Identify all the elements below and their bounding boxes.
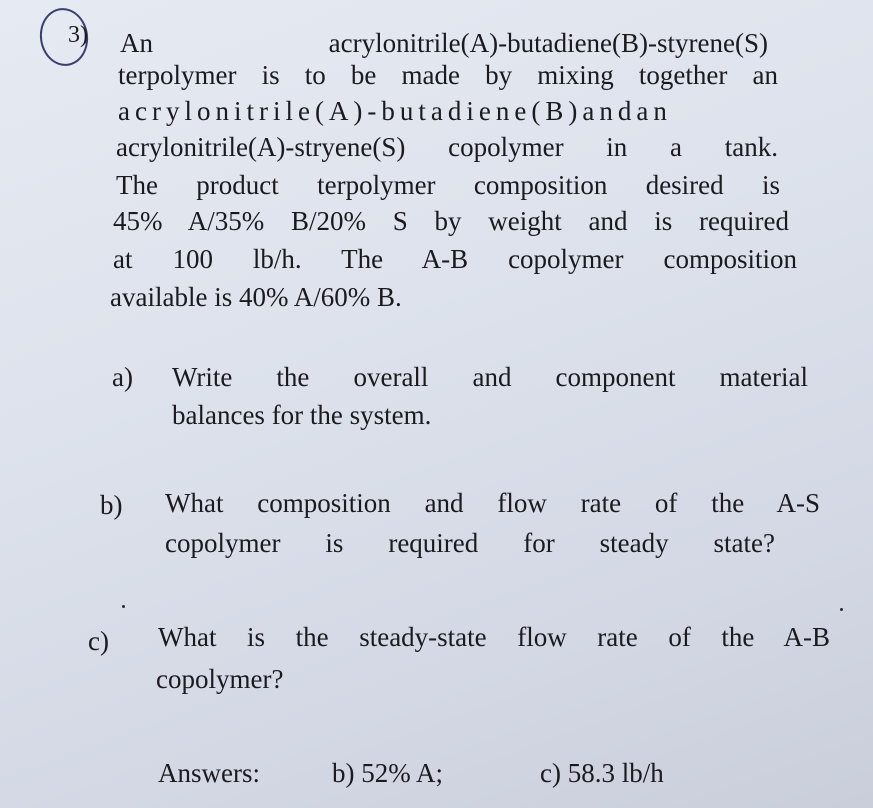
answers-label: Answers: [158, 758, 260, 788]
stray-mark [840, 608, 843, 611]
problem-line-2: terpolymer is to be made by mixing together an [118, 60, 778, 90]
part-a-label: a) [112, 362, 133, 392]
stray-mark [122, 605, 125, 608]
answer-c: c) 58.3 lb/h [540, 758, 664, 788]
problem-line-5: The product terpolymer composition desired is [116, 170, 780, 200]
part-c-line-1: What is the steady-state flow rate of the A-B [158, 622, 830, 652]
problem-number: 3) [68, 22, 88, 48]
answer-b: b) 52% A; [332, 758, 443, 788]
part-a-line-2: balances for the system. [172, 400, 432, 430]
part-b-line-2: copolymer is required for steady state? [165, 528, 775, 558]
problem-line-6: 45% A/35% B/20% S by weight and is required [113, 206, 789, 236]
problem-line-8: available is 40% A/60% B. [110, 282, 402, 312]
part-a-line-1: Write the overall and component material [172, 362, 808, 392]
part-c-line-2: copolymer? [156, 664, 284, 694]
part-b-label: b) [100, 490, 123, 520]
problem-line-1: An acrylonitrile(A)-butadiene(B)-styrene(S) [120, 28, 768, 58]
problem-line-7: at 100 lb/h. The A-B copolymer composition [113, 244, 797, 274]
part-c-label: c) [88, 626, 109, 656]
problem-line-3: acrylonitrile(A)-butadiene(B)andan [118, 96, 672, 126]
problem-line-4: acrylonitrile(A)-stryene(S) copolymer in a tank. [116, 132, 778, 162]
part-b-line-1: What composition and flow rate of the A-S [165, 488, 820, 518]
